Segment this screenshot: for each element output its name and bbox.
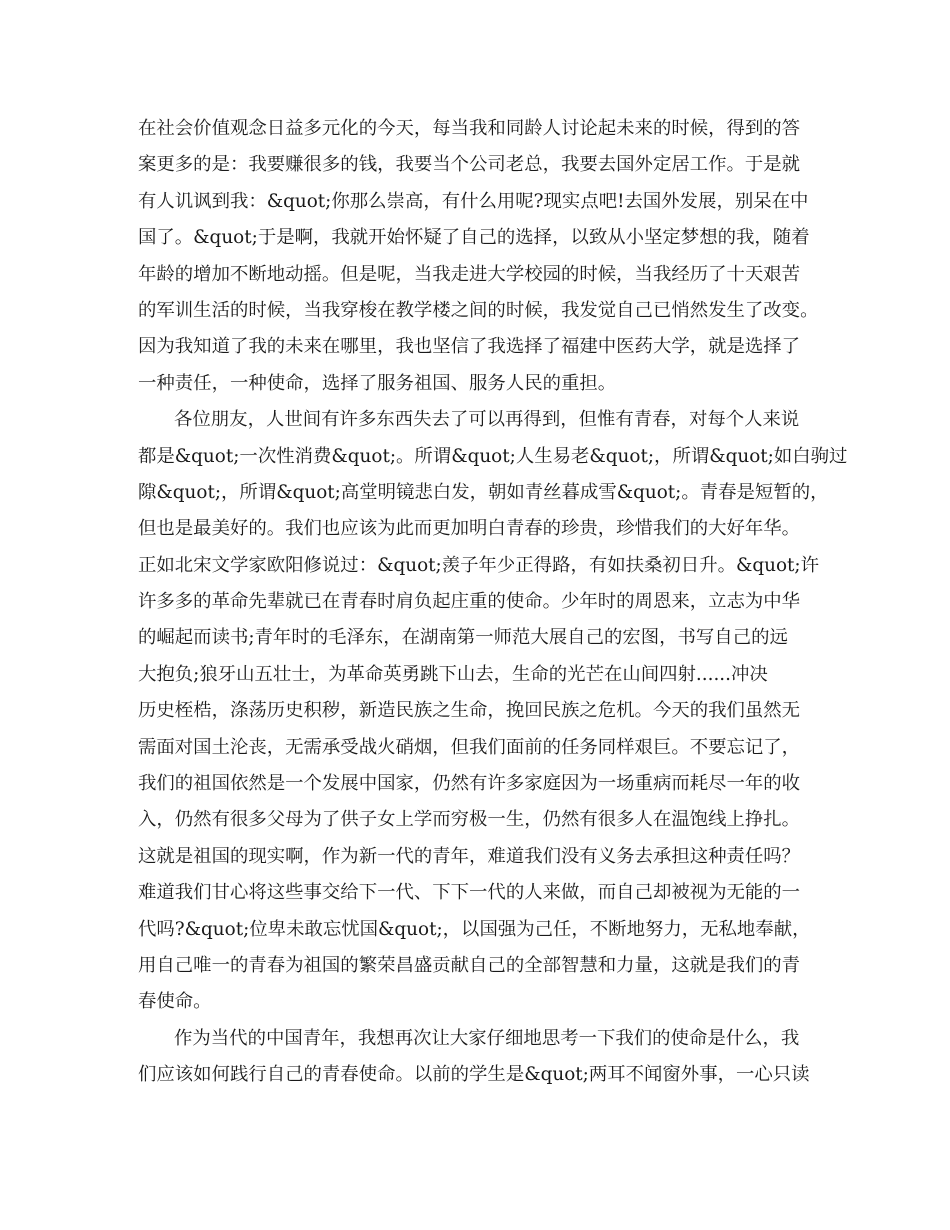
- text-line: 隙&quot;，所谓&quot;高堂明镜悲白发，朝如青丝暮成雪&quot;。青春是短暂的，: [138, 481, 829, 503]
- text-line: 一种责任，一种使命，选择了服务祖国、服务人民的重担。: [138, 372, 617, 394]
- text-line: 代吗?&quot;位卑未敢忘忧国&quot;，以国强为己任，不断地努力，无私地奉献，: [138, 918, 811, 940]
- text-line: 需面对国土沦丧，无需承受战火硝烟，但我们面前的任务同样艰巨。不要忘记了，: [138, 736, 801, 758]
- text-line: 案更多的是：我要赚很多的钱，我要当个公司老总，我要去国外定居工作。于是就: [138, 154, 801, 176]
- document-body: [138, 111, 848, 1094]
- text-line: 的崛起而读书;青年时的毛泽东，在湖南第一师范大展自己的宏图，书写自己的远: [138, 627, 788, 649]
- text-line: 这就是祖国的现实啊，作为新一代的青年，难道我们没有义务去承担这种责任吗？: [138, 845, 801, 867]
- paragraph-first-line: 作为当代的中国青年，我想再次让大家仔细地思考一下我们的使命是什么，我: [174, 1027, 800, 1049]
- text-line: 用自己唯一的青春为祖国的繁荣昌盛贡献自己的全部智慧和力量，这就是我们的青: [138, 954, 801, 976]
- text-line: 在社会价值观念日益多元化的今天，每当我和同龄人讨论起未来的时候，得到的答: [138, 118, 801, 139]
- text-line: 国了。&quot;于是啊，我就开始怀疑了自己的选择，以致从小坚定梦想的我，随着: [138, 227, 810, 249]
- text-line: 我们的祖国依然是一个发展中国家，仍然有许多家庭因为一场重病而耗尽一年的收: [138, 773, 801, 795]
- text-line: 们应该如何践行自己的青春使命。以前的学生是&quot;两耳不闻窗外事，一心只读: [138, 1064, 810, 1086]
- text-line: 年龄的增加不断地动摇。但是呢，当我走进大学校园的时候，当我经历了十天艰苦: [138, 263, 801, 285]
- text-line: 难道我们甘心将这些事交给下一代、下下一代的人来做，而自己却被视为无能的一: [138, 882, 801, 904]
- text-line: 但也是最美好的。我们也应该为此而更加明白青春的珍贵，珍惜我们的大好年华。: [138, 518, 801, 540]
- text-line: 许多多的革命先辈就已在青春时肩负起庄重的使命。少年时的周恩来，立志为中华: [138, 591, 801, 613]
- text-line: 的军训生活的时候，当我穿梭在教学楼之间的时候，我发觉自己已悄然发生了改变。: [138, 299, 819, 321]
- text-line: 因为我知道了我的未来在哪里，我也坚信了我选择了福建中医药大学，就是选择了: [138, 336, 801, 358]
- paragraph-first-line: 各位朋友，人世间有许多东西失去了可以再得到，但惟有青春，对每个人来说: [174, 409, 800, 431]
- text-line: 大抱负;狼牙山五壮士，为革命英勇跳下山去，生命的光芒在山间四射......冲决: [138, 663, 768, 685]
- text-line: 都是&quot;一次性消费&quot;。所谓&quot;人生易老&quot;，所谓&quot;如白驹过: [138, 445, 848, 467]
- text-line: 春使命。: [138, 991, 212, 1013]
- text-line: 有人讥讽到我：&quot;你那么崇高，有什么用呢?现实点吧!去国外发展，别呆在中: [138, 190, 809, 212]
- text-line: 入，仍然有很多父母为了供子女上学而穷极一生，仍然有很多人在温饱线上挣扎。: [138, 809, 801, 831]
- text-line: 正如北宋文学家欧阳修说过：&quot;羡子年少正得路，有如扶桑初日升。&quot;许: [138, 554, 820, 576]
- text-line: 历史桎梏，涤荡历史积秽，新造民族之生命，挽回民族之危机。今天的我们虽然无: [138, 700, 801, 722]
